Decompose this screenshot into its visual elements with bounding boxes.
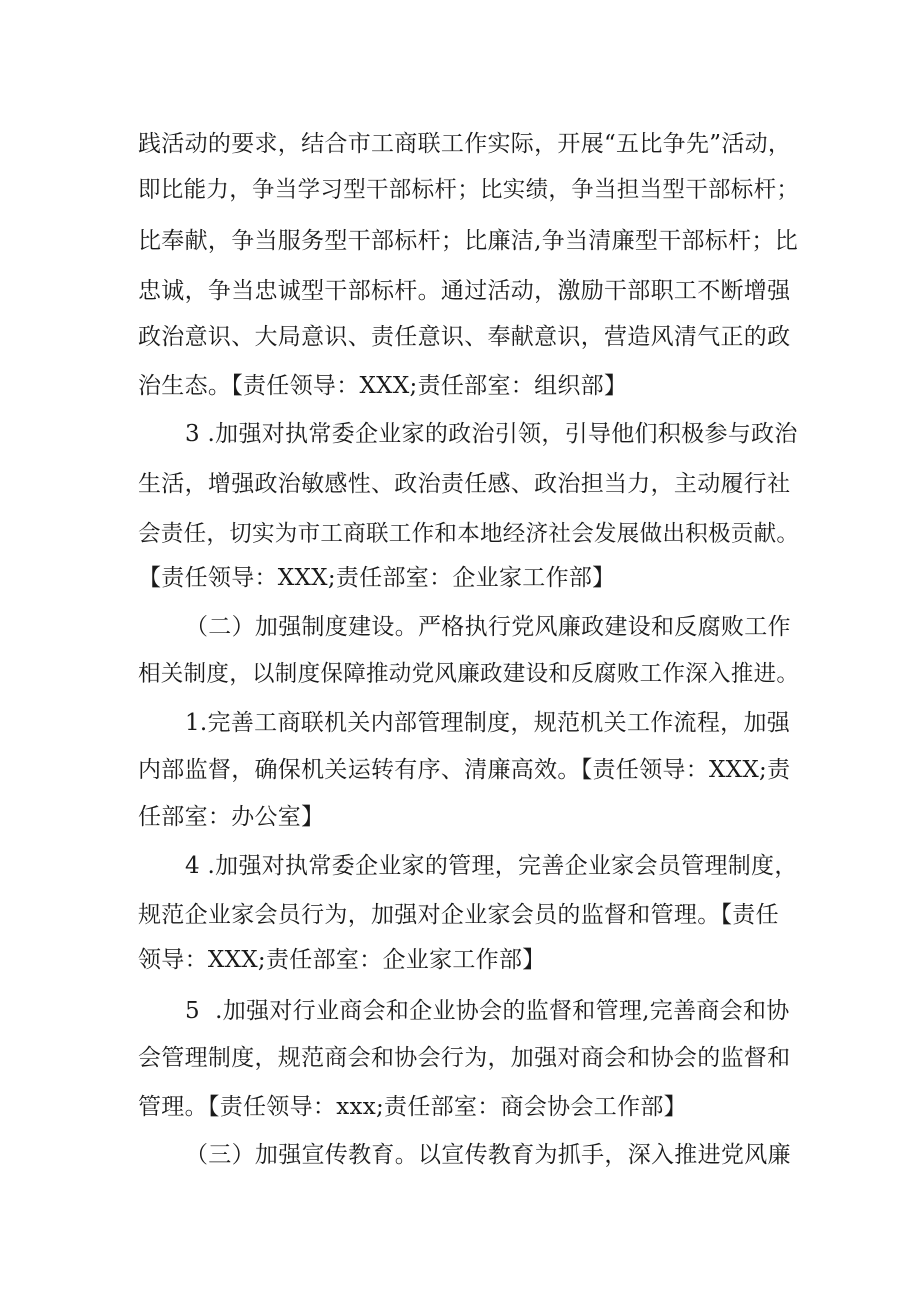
text-line: 会管理制度，规范商会和协会行为，加强对商会和协会的监督和	[138, 1045, 791, 1071]
text-line: 【责任领导：XXX;责任部室：企业家工作部】	[138, 565, 616, 591]
text-line: 生活，增强政治敏感性、政治责任感、政治担当力，主动履行社	[138, 471, 791, 497]
text-line: 3 .加强对执常委企业家的政治引领，引导他们积极参与政治	[185, 421, 798, 447]
text-line: 任部室：办公室】	[138, 804, 325, 830]
text-line: 即比能力，争当学习型干部标杆；比实绩，争当担当型干部标杆；	[138, 177, 800, 203]
text-line: 领导：XXX;责任部室：企业家工作部】	[138, 947, 546, 973]
text-line: 内部监督，确保机关运转有序、清廉高效。【责任领导：XXX;责	[138, 757, 791, 783]
text-line: 会责任，切实为市工商联工作和本地经济社会发展做出积极贡献。	[138, 521, 800, 547]
text-line: 忠诚，争当忠诚型干部标杆。通过活动，激励干部职工不断增强	[138, 278, 791, 304]
text-line: 治生态。【责任领导：XXX;责任部室：组织部】	[138, 373, 628, 399]
text-line: 4 .加强对执常委企业家的管理，完善企业家会员管理制度，	[185, 853, 798, 879]
text-line: 相关制度，以制度保障推动党风廉政建设和反腐败工作深入推进。	[138, 661, 800, 687]
text-line: （三）加强宣传教育。以宣传教育为抓手，深入推进党风廉	[185, 1142, 791, 1168]
text-line: （二）加强制度建设。严格执行党风廉政建设和反腐败工作	[185, 614, 791, 640]
text-line: 规范企业家会员行为，加强对企业家会员的监督和管理。【责任	[138, 902, 779, 928]
text-line: 管理。【责任领导：xxx;责任部室：商会协会工作部】	[138, 1094, 687, 1120]
text-line: 政治意识、大局意识、责任意识、奉献意识，营造风清气正的政	[138, 324, 791, 350]
text-line: 1.完善工商联机关内部管理制度，规范机关工作流程，加强	[185, 710, 791, 736]
text-line: 比奉献，争当服务型干部标杆；比廉洁,争当清廉型干部标杆；比	[138, 228, 799, 254]
text-line: 5 .加强对行业商会和企业协会的监督和管理,完善商会和协	[185, 998, 790, 1024]
text-line: 践活动的要求，结合市工商联工作实际，开展“五比争先”活动，	[138, 131, 792, 157]
